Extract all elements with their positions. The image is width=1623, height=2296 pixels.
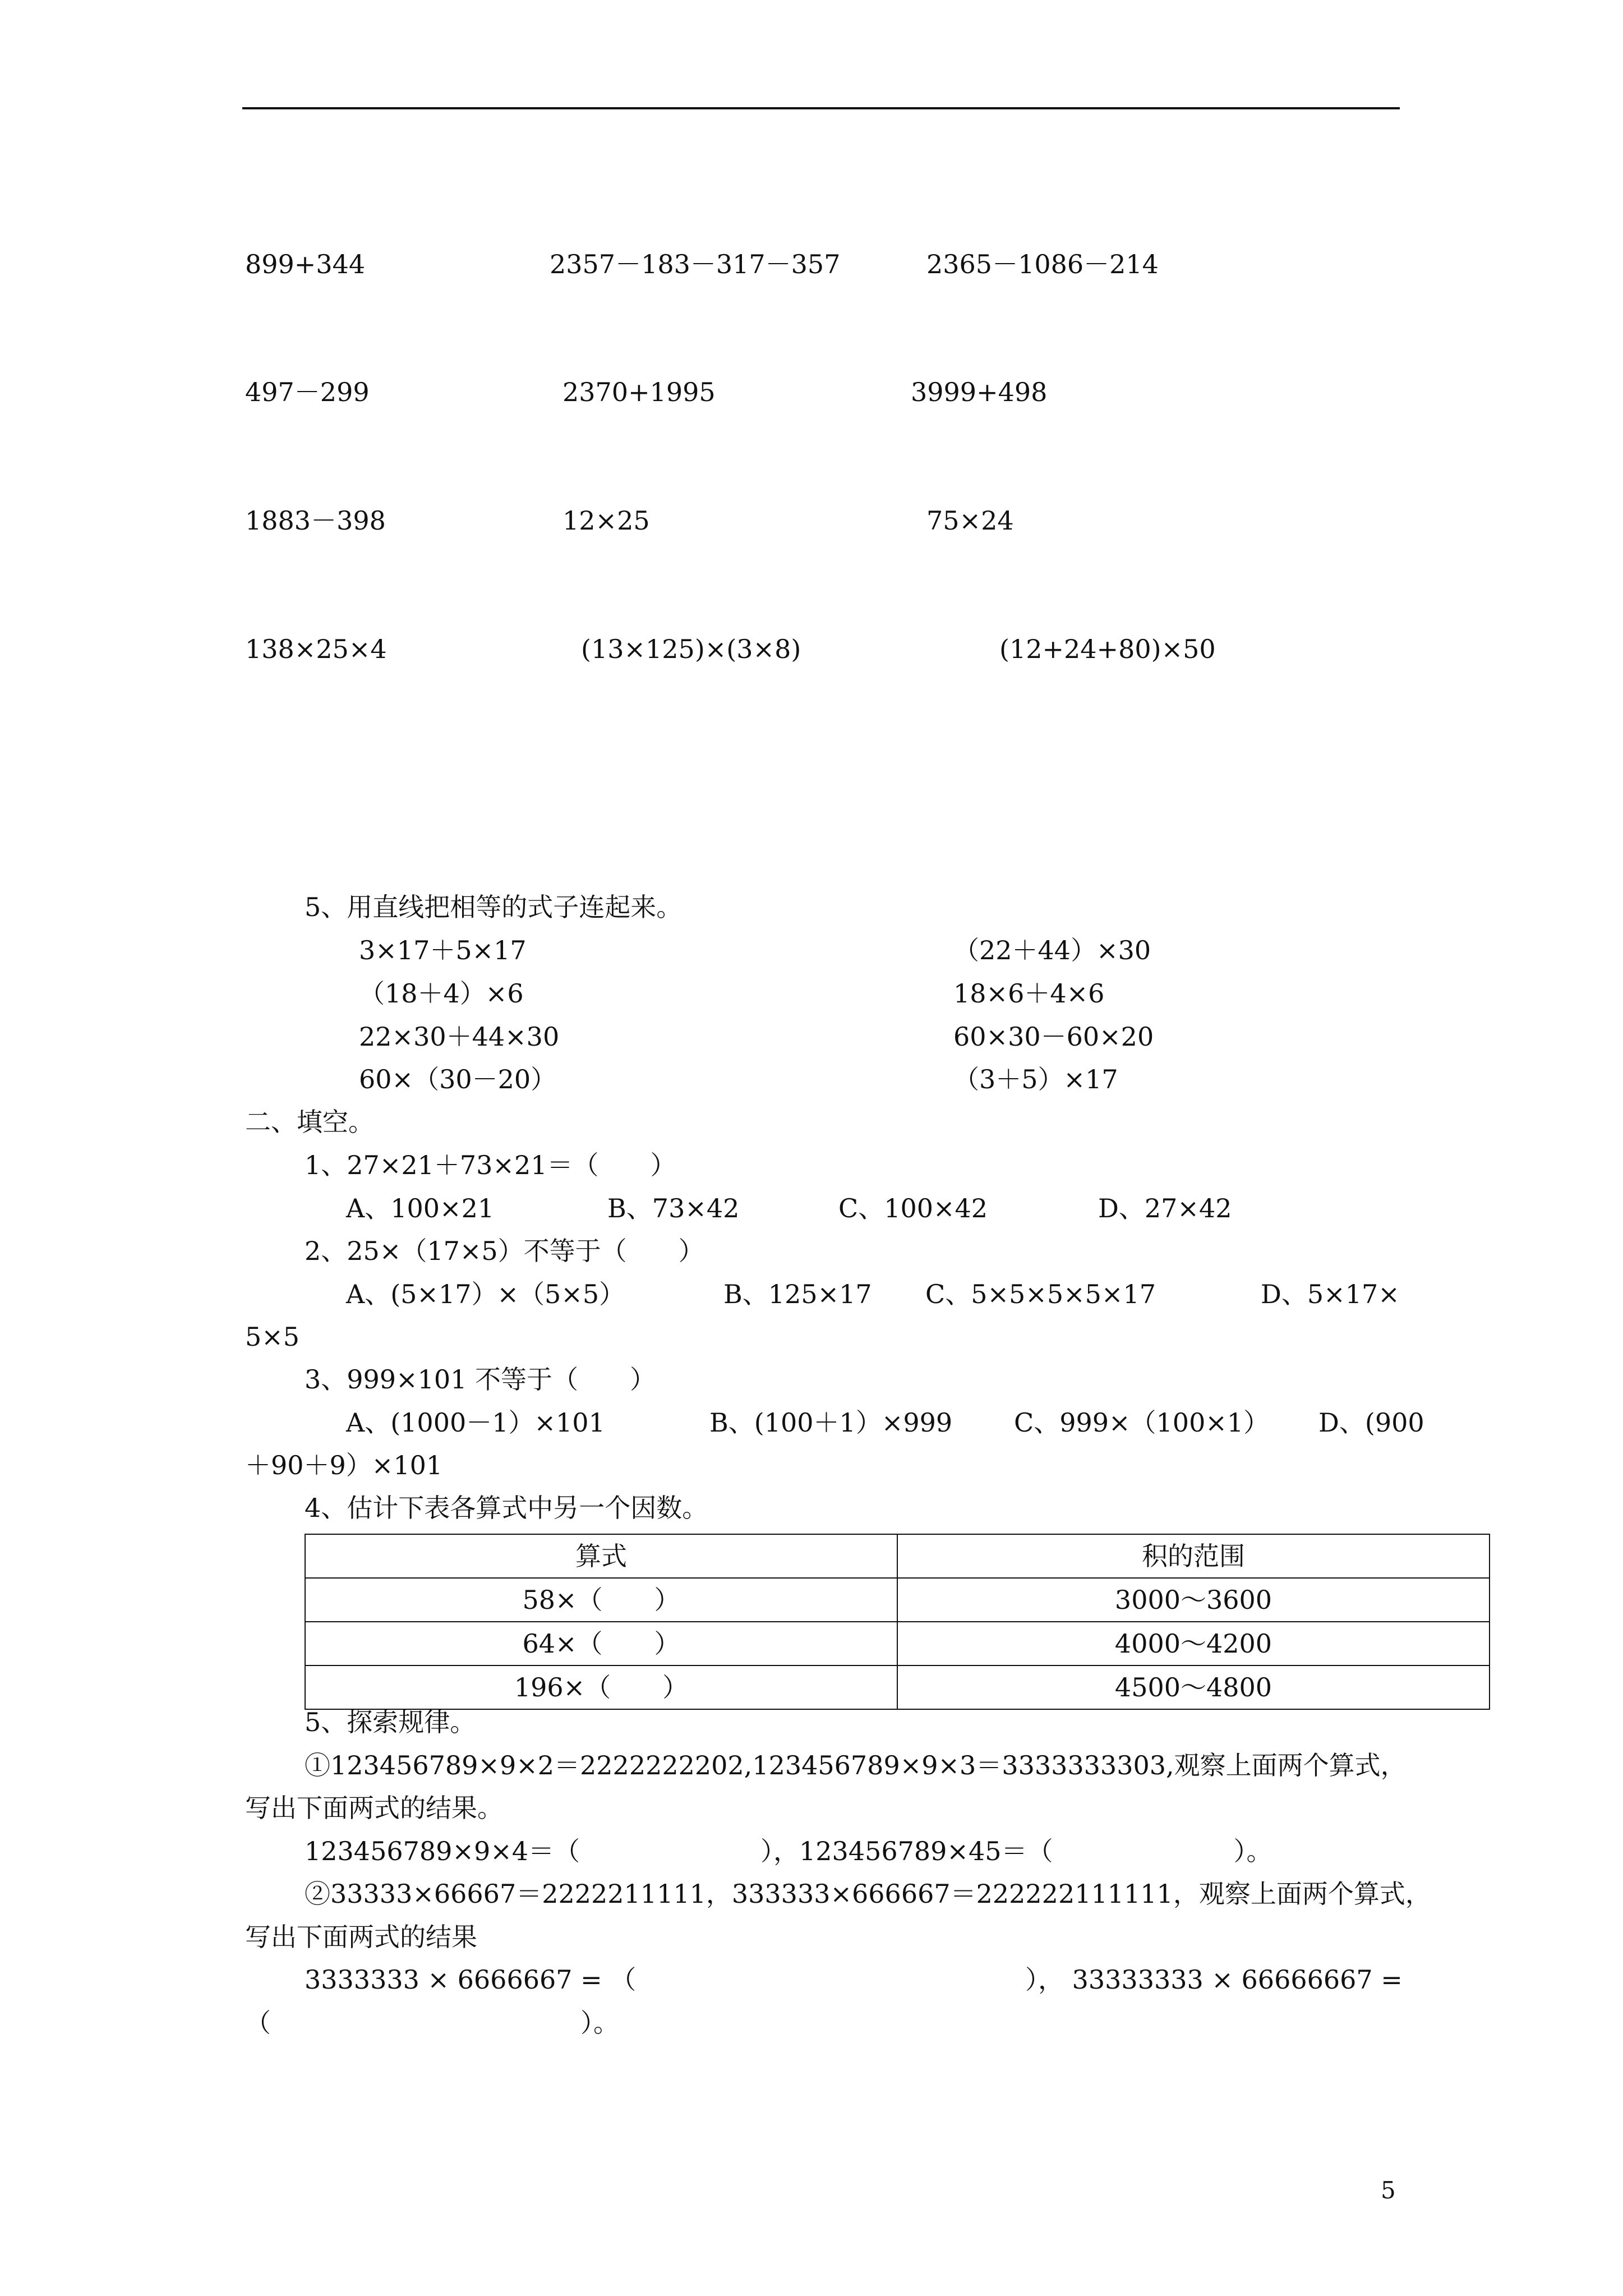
match-left-item: （18＋4）×6 xyxy=(359,978,524,1009)
match-right-item: （3＋5）×17 xyxy=(953,1064,1118,1094)
calc-expression: 3999+498 xyxy=(911,377,1048,407)
match-left-item: 60×（30－20） xyxy=(359,1064,557,1094)
question-title: 5、用直线把相等的式子连起来。 xyxy=(305,892,683,922)
pattern-line: 写出下面两式的结果 xyxy=(245,1922,477,1952)
calc-expression: 497－299 xyxy=(245,377,370,407)
question-stem: 4、估计下表各算式中另一个因数。 xyxy=(305,1493,708,1523)
calc-expression: (12+24+80)×50 xyxy=(999,634,1216,664)
option-d: D、5×17× xyxy=(1261,1279,1400,1309)
calc-expression: 138×25×4 xyxy=(245,634,387,664)
answer-line: 123456789×9×4＝（ ），123456789×45＝（ ）。 xyxy=(305,1836,1272,1866)
table-header-row xyxy=(305,1534,1490,1578)
option-b: B、73×42 xyxy=(607,1193,740,1223)
factor-table xyxy=(305,1534,1490,1710)
answer-line: ）， 33333333 × 66666667 = xyxy=(1025,1964,1403,1995)
pattern-line: 写出下面两式的结果。 xyxy=(245,1793,503,1823)
option-c: C、100×42 xyxy=(838,1193,988,1223)
table-cell: 4000～4200 xyxy=(897,1622,1490,1665)
calc-expression: 12×25 xyxy=(562,505,650,536)
option-c: C、5×5×5×5×17 xyxy=(925,1279,1156,1309)
answer-line: （ ）。 xyxy=(245,2008,619,2038)
table-row xyxy=(305,1665,1490,1709)
option-wrap: 5×5 xyxy=(245,1322,300,1352)
pattern-line: ②33333×66667＝2222211111，333333×666667＝222222111111，观察上面两个算式， xyxy=(305,1879,1431,1909)
header-rule xyxy=(242,107,1400,109)
table-cell: 58×（ ） xyxy=(305,1578,897,1622)
page-number: 5 xyxy=(1381,2177,1396,2204)
table-cell: 196×（ ） xyxy=(305,1665,897,1709)
option-wrap: ＋90＋9）×101 xyxy=(245,1450,443,1480)
option-a: A、100×21 xyxy=(346,1193,495,1223)
match-left-item: 22×30＋44×30 xyxy=(359,1022,560,1052)
table-cell: 3000～3600 xyxy=(897,1578,1490,1622)
option-a: A、(5×17）×（5×5） xyxy=(346,1279,625,1309)
option-a: A、(1000－1）×101 xyxy=(346,1407,605,1438)
question-stem: 5、探索规律。 xyxy=(305,1707,476,1737)
section-heading: 二、填空。 xyxy=(245,1107,374,1137)
option-d: D、27×42 xyxy=(1098,1193,1232,1223)
option-d: D、(900 xyxy=(1318,1407,1424,1438)
calc-expression: (13×125)×(3×8) xyxy=(581,634,801,664)
calc-expression: 899+344 xyxy=(245,249,366,279)
table-cell: 4500～4800 xyxy=(897,1665,1490,1709)
calc-expression: 2365－1086－214 xyxy=(926,249,1159,279)
calc-expression: 75×24 xyxy=(926,505,1014,536)
question-stem: 2、25×（17×5）不等于（ ） xyxy=(305,1236,704,1266)
table-header-cell: 积的范围 xyxy=(897,1534,1490,1578)
option-b: B、125×17 xyxy=(723,1279,872,1309)
question-stem: 3、999×101 不等于（ ） xyxy=(305,1364,656,1395)
match-right-item: （22＋44）×30 xyxy=(953,935,1151,965)
calc-expression: 1883－398 xyxy=(245,505,386,536)
pattern-line: ①123456789×9×2＝2222222202,123456789×9×3＝3333333303,观察上面两个算式， xyxy=(305,1750,1407,1780)
option-b: B、(100＋1）×999 xyxy=(709,1407,953,1438)
calc-expression: 2357－183－317－357 xyxy=(550,249,841,279)
calc-expression: 2370+1995 xyxy=(562,377,716,407)
match-right-item: 18×6＋4×6 xyxy=(953,978,1105,1009)
question-stem: 1、27×21＋73×21＝（ ） xyxy=(305,1150,676,1180)
table-cell: 64×（ ） xyxy=(305,1622,897,1665)
answer-line: 3333333 × 6666667 = （ xyxy=(305,1964,637,1995)
table-row xyxy=(305,1578,1490,1622)
match-left-item: 3×17＋5×17 xyxy=(359,935,527,965)
option-c: C、999×（100×1） xyxy=(1014,1407,1270,1438)
table-header-cell: 算式 xyxy=(305,1534,897,1578)
match-right-item: 60×30－60×20 xyxy=(953,1022,1154,1052)
table-row xyxy=(305,1622,1490,1665)
